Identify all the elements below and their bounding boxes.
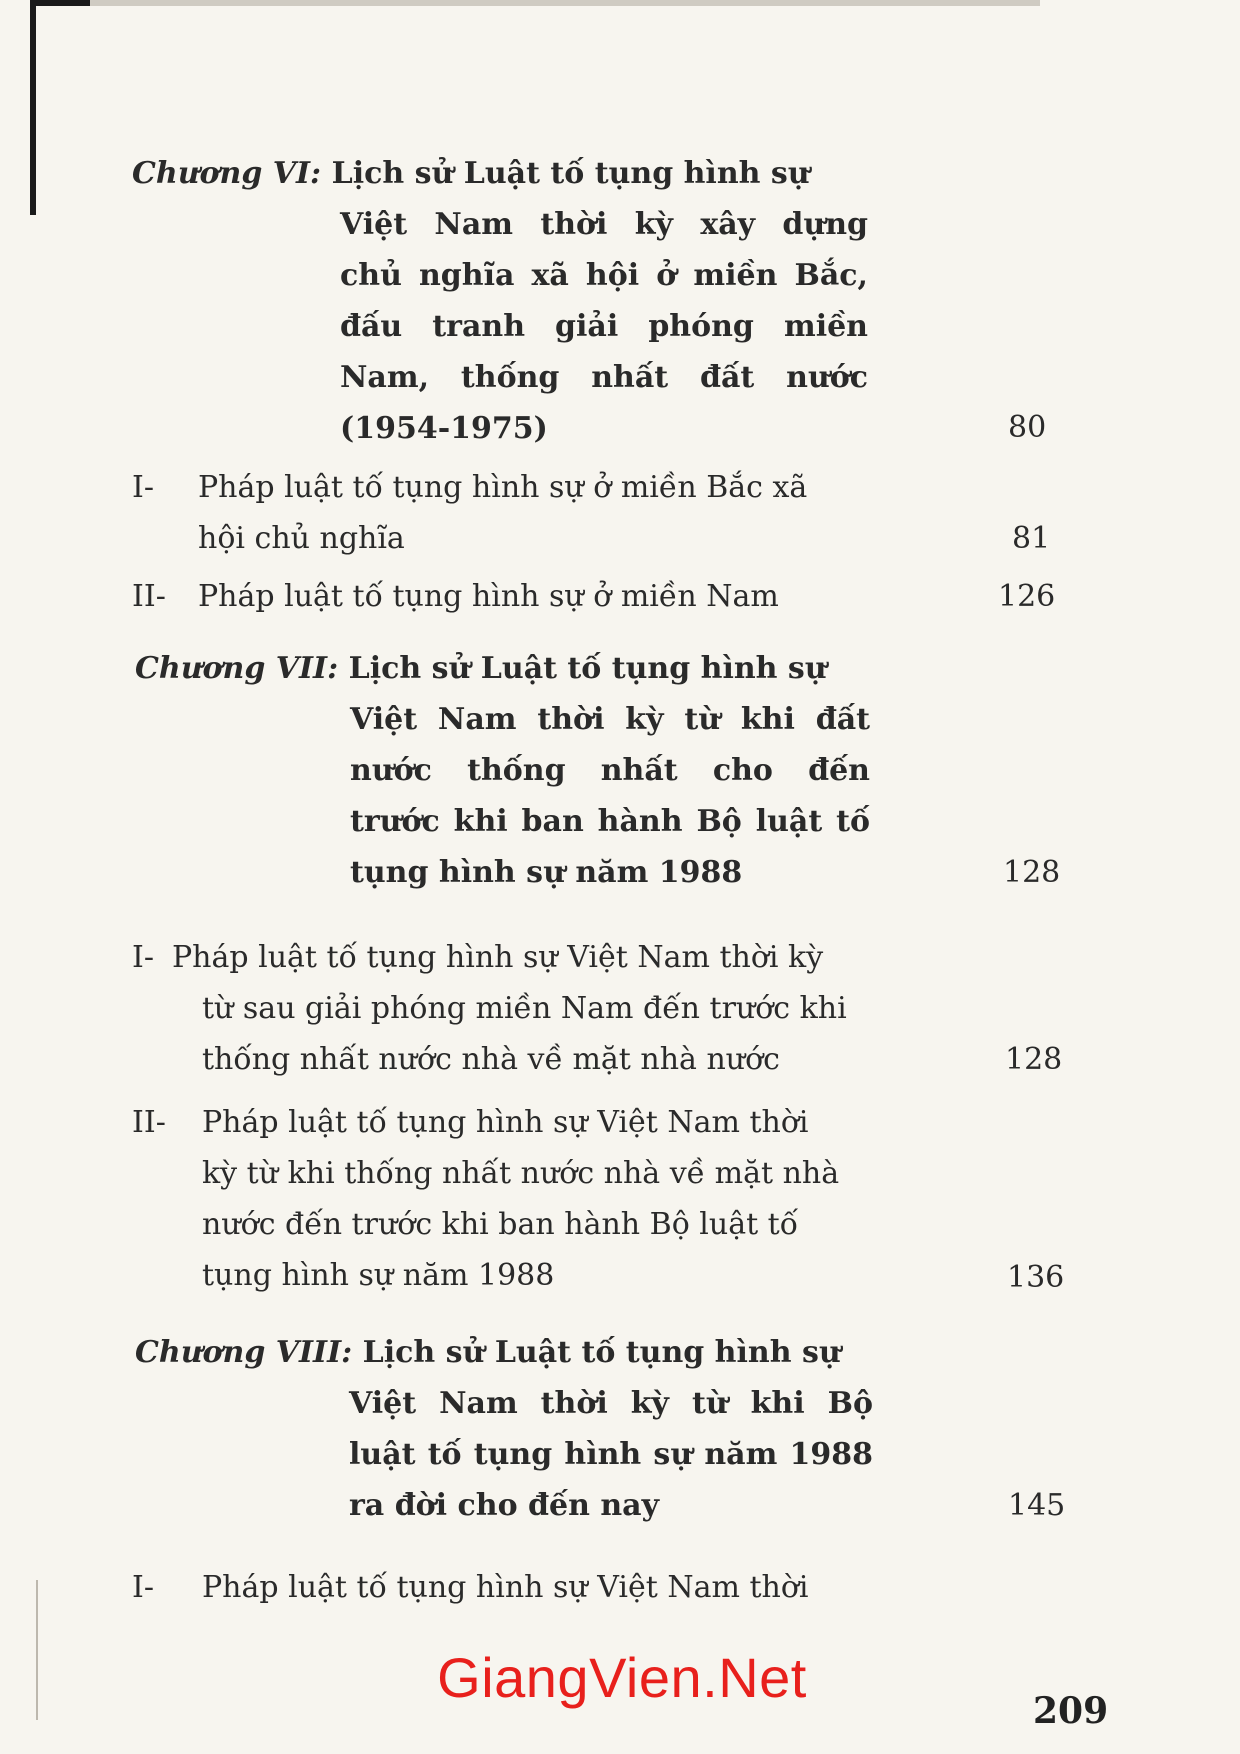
section-title-line: Pháp luật tố tụng hình sự ở miền Bắc xã [198, 470, 808, 505]
toc-chapter-7 [135, 643, 827, 694]
chapter-title-line: (1954-1975) [340, 411, 548, 446]
page-edge-top [30, 0, 1040, 6]
section-title-line: Pháp luật tố tụng hình sự Việt Nam thời [202, 1105, 809, 1140]
page-ref: 80 [1008, 410, 1047, 445]
section-numeral: I- [132, 470, 154, 505]
toc-section [172, 932, 847, 1085]
toc-section [202, 1562, 809, 1613]
chapter-label: Chương VII: [135, 651, 339, 686]
toc-section [202, 1097, 839, 1301]
chapter-title-line: Lịch sử Luật tố tụng hình sự [362, 1335, 841, 1370]
section-numeral: I- [132, 1570, 154, 1605]
section-numeral: II- [132, 579, 166, 614]
page-edge-left-lower [36, 1580, 38, 1720]
chapter-title-line: luật tố tụng hình sự năm 1988 [349, 1437, 873, 1472]
section-title-line: Pháp luật tố tụng hình sự Việt Nam thời kỳ [172, 940, 824, 975]
page-number: 209 [1033, 1690, 1109, 1732]
chapter-title-line: Việt Nam thời kỳ xây dựng [340, 207, 868, 242]
chapter-title-line: tụng hình sự năm 1988 [350, 855, 743, 890]
chapter-title-line: đấu tranh giải phóng miền [340, 309, 868, 344]
chapter-title-line: chủ nghĩa xã hội ở miền Bắc, [340, 258, 868, 293]
page-ref: 128 [1005, 1042, 1063, 1077]
page-ref: 145 [1008, 1488, 1066, 1523]
chapter-label: Chương VI: [132, 156, 322, 191]
section-title-line: từ sau giải phóng miền Nam đến trước khi [202, 991, 847, 1026]
section-title-line: hội chủ nghĩa [198, 521, 405, 556]
chapter-title-line: Lịch sử Luật tố tụng hình sự [348, 651, 827, 686]
section-title-line: Pháp luật tố tụng hình sự ở miền Nam [198, 579, 779, 614]
section-title-line: nước đến trước khi ban hành Bộ luật tố [202, 1207, 799, 1242]
chapter-title-line: Việt Nam thời kỳ từ khi Bộ [349, 1386, 873, 1421]
page-ref: 126 [998, 579, 1056, 614]
toc-chapter-8-cont [349, 1378, 873, 1531]
section-numeral: I- [132, 940, 154, 975]
page-edge-corner [30, 0, 90, 6]
chapter-title-line: Nam, thống nhất đất nước [340, 360, 868, 395]
page-ref: 81 [1012, 521, 1051, 556]
watermark-logo: GiangVien.Net [437, 1646, 807, 1709]
chapter-title-line: trước khi ban hành Bộ luật tố [350, 804, 870, 839]
toc-chapter-6 [132, 148, 810, 199]
toc-section [198, 571, 779, 622]
chapter-label: Chương VIII: [135, 1335, 353, 1370]
section-title-line: thống nhất nước nhà về mặt nhà nước [202, 1042, 780, 1077]
chapter-title-line: Việt Nam thời kỳ từ khi đất [350, 702, 870, 737]
chapter-title-line: ra đời cho đến nay [349, 1488, 660, 1523]
section-title-line: kỳ từ khi thống nhất nước nhà về mặt nhà [202, 1156, 840, 1191]
toc-section [198, 462, 807, 564]
page-ref: 128 [1003, 855, 1061, 890]
page-ref: 136 [1007, 1260, 1065, 1295]
section-numeral: II- [132, 1105, 166, 1140]
chapter-title-line: Lịch sử Luật tố tụng hình sự [331, 156, 810, 191]
page-edge-left [30, 0, 36, 215]
toc-chapter-6-cont [340, 199, 868, 454]
section-title-line: tụng hình sự năm 1988 [202, 1258, 555, 1293]
chapter-title-line: nước thống nhất cho đến [350, 753, 870, 788]
toc-chapter-8 [135, 1327, 841, 1378]
toc-chapter-7-cont [350, 694, 870, 898]
section-title-line: Pháp luật tố tụng hình sự Việt Nam thời [202, 1570, 809, 1605]
